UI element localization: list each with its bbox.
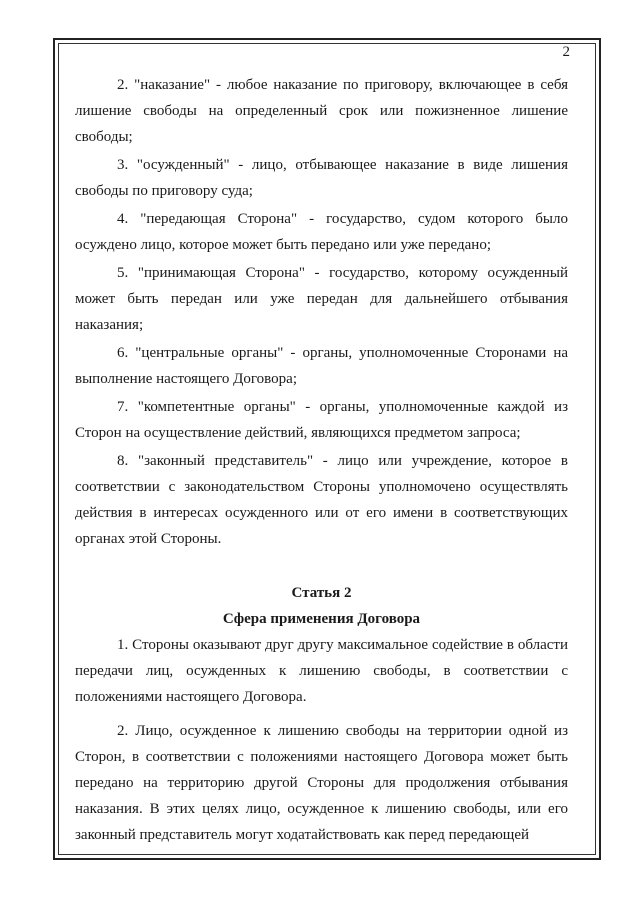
definition-8: 8. "законный представитель" - лицо или учреждение, которое в соответствии с законодательством Стороны уполномочено осуществлять действия в интересах осужденного или от его имени в соответствующих органах этой Стороны. [75,453,568,547]
article-paragraph-2: 2. Лицо, осужденное к лишению свободы на территории одной из Сторон, в соответствии с положениями настоящего Договора может быть передано на территорию другой Стороны для продолжения отбывания наказания. В этих целях лицо, осужденное к лишению свободы, или его законный представитель могут ходатайствовать как перед передающей [75,723,568,843]
article-paragraph-1: 1. Стороны оказывают друг другу максимальное содействие в области передачи лиц, осужденных к лишению свободы, в соответствии с положениями настоящего Договора. [75,637,568,705]
definition-2: 2. "наказание" - любое наказание по приговору, включающее в себя лишение свободы на определенный срок или пожизненное лишение свободы; [75,77,568,145]
article-number: Статья 2 [291,585,352,601]
document-body [75,72,568,856]
article-body [75,632,568,848]
article-title: Сфера применения Договора [222,611,421,627]
definition-4: 4. "передающая Сторона" - государство, судом которого было осуждено лицо, которое может быть передано или уже передано; [75,211,568,253]
definition-6: 6. "центральные органы" - органы, уполномоченные Сторонами на выполнение настоящего Договора; [75,345,568,387]
page-number: 2 [562,44,570,60]
definition-5: 5. "принимающая Сторона" - государство, которому осужденный может быть передан или уже передан для дальнейшего отбывания наказания; [75,265,568,333]
definition-7: 7. "компетентные органы" - органы, уполномоченные каждой из Сторон на осуществление действий, являющихся предметом запроса; [75,399,568,441]
definition-3: 3. "осужденный" - лицо, отбывающее наказание в виде лишения свободы по приговору суда; [75,157,568,199]
